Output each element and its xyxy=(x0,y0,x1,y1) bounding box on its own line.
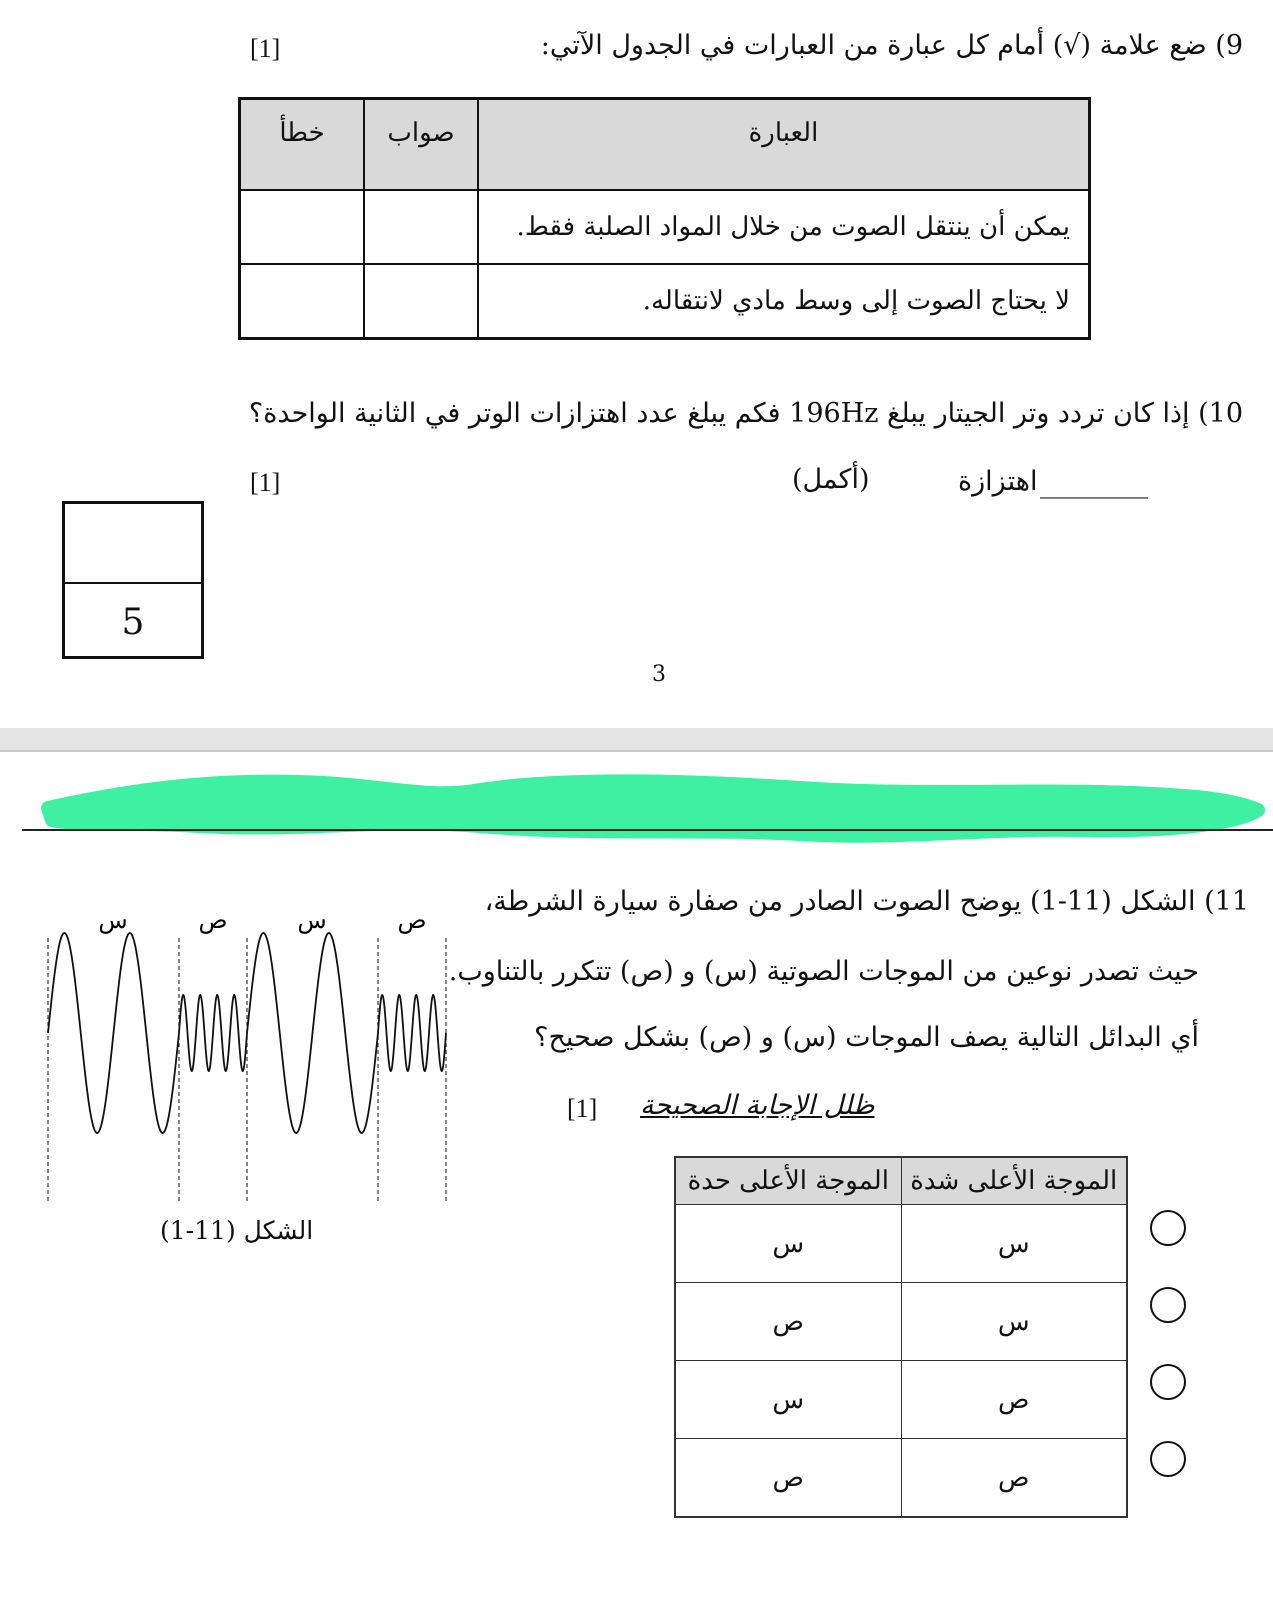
q11-header-intensity: الموجة الأعلى شدة xyxy=(901,1157,1127,1205)
q9-false-cell-2[interactable] xyxy=(240,264,365,339)
page-separator xyxy=(0,728,1273,752)
q11-option-4-pitch: ص xyxy=(675,1439,901,1518)
q11-mark: [1] xyxy=(567,1094,598,1123)
q9-number: 9) xyxy=(1215,30,1243,61)
q10-instruction: (أكمل) xyxy=(792,464,870,495)
q9-mark: [1] xyxy=(250,34,281,63)
wave-label-2: ص xyxy=(198,906,228,934)
q10-mark: [1] xyxy=(250,468,281,497)
q11-line-3: أي البدائل التالية يصف الموجات (س) و (ص) بشكل صحيح؟ xyxy=(534,1022,1199,1053)
q10-answer-blank[interactable]: ________ xyxy=(1040,468,1148,499)
q10-prompt: إذا كان تردد وتر الجيتار يبلغ 196Hz فكم يبلغ عدد اهتزازات الوتر في الثانية الواحدة؟ xyxy=(248,398,1190,429)
q9-statement-2: لا يحتاج الصوت إلى وسط مادي لانتقاله. xyxy=(478,264,1090,339)
q11-line-2: حيث تصدر نوعين من الموجات الصوتية (س) و (ص) تتكرر بالتناوب. xyxy=(448,956,1199,987)
q9-table xyxy=(238,97,1091,340)
q9-header-false: خطأ xyxy=(240,99,365,191)
q11-option-4-intensity: ص xyxy=(901,1439,1127,1518)
q11-option-3-pitch: س xyxy=(675,1361,901,1439)
q11-option-4-radio[interactable] xyxy=(1150,1441,1186,1477)
q11-option-2-radio[interactable] xyxy=(1150,1287,1186,1323)
q9-false-cell-1[interactable] xyxy=(240,190,365,264)
q11-option-3-intensity: ص xyxy=(901,1361,1127,1439)
q11-header-pitch: الموجة الأعلى حدة xyxy=(675,1157,901,1205)
q11-option-3-radio[interactable] xyxy=(1150,1364,1186,1400)
q11-option-2-intensity: س xyxy=(901,1283,1127,1361)
q9-question xyxy=(541,30,1243,62)
q10-number: 10) xyxy=(1198,398,1243,429)
q9-header-statement: العبارة xyxy=(478,99,1090,191)
wave-figure xyxy=(40,900,460,1210)
score-box-divider xyxy=(65,582,201,584)
page-number: 3 xyxy=(652,662,666,687)
q9-true-cell-2[interactable] xyxy=(364,264,478,339)
q11-options-table xyxy=(674,1156,1128,1518)
q11-option-1-pitch: س xyxy=(675,1205,901,1283)
q11-text-1: الشكل (11-1) يوضح الصوت الصادر من صفارة سيارة الشرطة، xyxy=(484,886,1196,917)
q11-instruction: ظلل الإجابة الصحيحة xyxy=(640,1090,875,1121)
wave-label-1: س xyxy=(98,906,128,934)
q11-line-1 xyxy=(485,886,1249,918)
figure-caption: الشكل (11-1) xyxy=(160,1216,314,1245)
q10-question xyxy=(249,398,1243,430)
q9-true-cell-1[interactable] xyxy=(364,190,478,264)
q11-option-2-pitch: ص xyxy=(675,1283,901,1361)
q10-answer-unit: اهتزازة xyxy=(958,466,1038,497)
q9-statement-1: يمكن أن ينتقل الصوت من خلال المواد الصلبة فقط. xyxy=(478,190,1090,264)
q9-prompt: ضع علامة (√) أمام كل عبارة من العبارات في الجدول الآتي: xyxy=(540,30,1207,61)
q11-number: 11) xyxy=(1204,886,1249,917)
q11-option-1-radio[interactable] xyxy=(1150,1210,1186,1246)
wave-label-4: ص xyxy=(397,906,427,934)
header-rule xyxy=(22,829,1273,831)
wave-label-3: س xyxy=(297,906,327,934)
q11-option-1-intensity: س xyxy=(901,1205,1127,1283)
redaction-stroke xyxy=(48,782,1258,836)
score-box xyxy=(62,501,204,659)
q9-header-true: صواب xyxy=(364,99,478,191)
redaction-highlight xyxy=(0,760,1273,855)
score-box-value: 5 xyxy=(121,602,145,643)
